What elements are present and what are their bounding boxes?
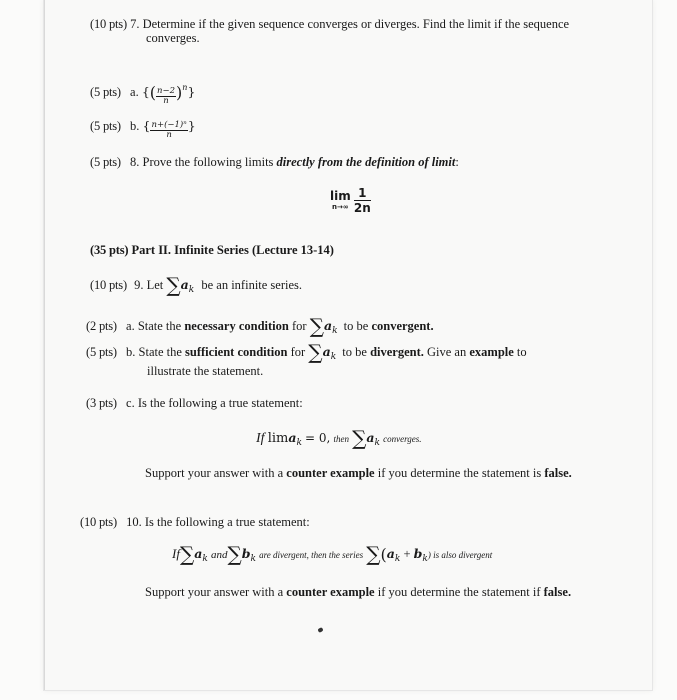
q7b-fraction (150, 121, 187, 140)
q8-lim-subscript: n→∞ (332, 203, 349, 211)
q9c-term2-sub: k (374, 438, 380, 448)
q9a-term-sub: k (332, 326, 338, 336)
q7-text-line2: converges. (146, 31, 200, 45)
q7b-label: b. (130, 119, 140, 133)
q9c-then: then (333, 434, 349, 444)
q8-line (90, 155, 459, 170)
q9b-tail: to (516, 345, 527, 359)
q9-points: (10 pts) (90, 278, 127, 292)
q10-if: If (172, 546, 180, 561)
q7b-denominator: n (166, 130, 172, 140)
q7a-label: a. (130, 85, 139, 99)
q10-sigma-a-icon: ∑ (179, 542, 195, 566)
q9b-give: Give an (427, 345, 467, 359)
q7-points: (10 pts) (90, 17, 127, 31)
q9c-support (145, 466, 572, 481)
q7a-numerator: n−2 (157, 86, 176, 96)
q10-sum-a-sub: k (394, 554, 401, 564)
q9c-sigma-icon: ∑ (352, 426, 367, 450)
q9c-if: If (256, 431, 265, 446)
q10-sum-b: b (413, 546, 423, 561)
q9a-term: a (323, 318, 333, 333)
q9c-term-sub: k (296, 438, 302, 448)
q7b-line (90, 118, 196, 140)
q9c-line (86, 396, 303, 411)
part2-title: Part II. Infinite Series (Lecture 13-14) (131, 243, 334, 257)
q7a-denominator: n (163, 96, 169, 106)
q10-term-b-sub: k (250, 554, 256, 564)
q9-prefix: 9. Let (134, 278, 164, 292)
q10-support (145, 585, 571, 600)
q7a-exponent: n (182, 83, 188, 92)
q9a-bold: necessary condition (184, 319, 289, 333)
q10-sigma-sum-icon: ∑ (366, 542, 381, 566)
part2-points: (35 pts) (90, 243, 129, 257)
q7-text-line1: Determine if the given sequence converges or diverges. Find the limit if the sequence (142, 17, 570, 31)
q9a-bold2: convergent. (371, 319, 434, 333)
q10-open-paren: ( (380, 545, 387, 564)
q10-term-b: b (241, 546, 251, 561)
q9c-support-mid: if you determine the statement is (377, 466, 542, 480)
q7a-points: (5 pts) (90, 85, 121, 99)
q9a-to: to be (343, 319, 369, 333)
q9b-to: to be (342, 345, 367, 359)
q10-support-mid: if you determine the statement if (377, 585, 541, 599)
q9-term: a (180, 277, 189, 292)
q7b-close-brace: } (187, 118, 196, 133)
q9a-sigma-icon: ∑ (309, 314, 324, 338)
q7a-open-brace: { (141, 84, 150, 99)
q8-lim-word: lim (330, 189, 351, 203)
q10-statement (172, 542, 493, 567)
q9b-prefix: b. State the (126, 345, 182, 359)
q9c-text: c. Is the following a true statement: (126, 396, 303, 410)
q10-term-a: a (194, 546, 203, 561)
q9b-term-sub: k (330, 352, 337, 362)
q9c-statement (256, 426, 422, 451)
q10-support-false: false. (543, 585, 572, 599)
q10-line (80, 515, 310, 530)
q10-text: 10. Is the following a true statement: (126, 515, 310, 529)
q10-mid: are divergent, then the series (259, 550, 364, 560)
q10-sigma-b-icon: ∑ (227, 542, 242, 566)
q7b-open-brace: { (142, 118, 151, 133)
q9b-bold2: divergent. (370, 345, 424, 359)
q10-plus: + (403, 547, 411, 561)
q9c-lim: lim (267, 431, 289, 446)
q10-sum-b-sub: k (422, 554, 428, 564)
q9a-line (86, 314, 434, 339)
q9-suffix: be an infinite series. (201, 278, 303, 292)
q10-support-prefix: Support your answer with a (145, 585, 284, 599)
q9b-example: example (469, 345, 514, 359)
q9c-term: a (288, 430, 297, 445)
q9b-line (86, 340, 527, 365)
q9a-for: for (291, 319, 307, 333)
q9c-term2: a (366, 430, 375, 445)
q9c-support-false: false. (544, 466, 572, 480)
q9b-term: a (322, 344, 331, 359)
q8-frac-denominator: 2n (353, 201, 371, 215)
q7a-fraction (156, 87, 176, 106)
q10-points: (10 pts) (80, 515, 117, 529)
q7-number: 7. (130, 17, 140, 31)
q9c-points: (3 pts) (86, 396, 117, 410)
q7b-numerator: n+(−1)ⁿ (151, 120, 187, 130)
q9b-sigma-icon: ∑ (308, 340, 323, 364)
q7a-line: (5 pts) a. {( $\frac{n-2}{n}$ )$^n$} (90, 83, 196, 106)
q9-sigma-icon: ∑ (166, 273, 181, 297)
q9b-line2: illustrate the statement. (147, 364, 264, 378)
q9c-converges: converges. (383, 434, 422, 444)
q8-frac-numerator: 1 (354, 186, 371, 201)
q9a-prefix: a. State the (126, 319, 182, 333)
q8-fraction (354, 186, 371, 215)
q8-points: (5 pts) (90, 155, 121, 169)
q9-line (90, 273, 303, 298)
q7a-close-brace: } (187, 84, 196, 99)
q10-sum-a: a (386, 546, 395, 561)
q9c-equals: = 0, (305, 431, 331, 445)
q9a-points: (2 pts) (86, 319, 117, 333)
q10-and: and (210, 549, 228, 561)
q7b-points: (5 pts) (90, 119, 121, 133)
q10-support-bold: counter example (286, 585, 375, 599)
q9b-for: for (290, 345, 306, 359)
q10-tail: ) is also divergent (427, 550, 493, 560)
q7-line1 (90, 17, 569, 32)
q10-term-a-sub: k (202, 554, 208, 564)
q8-text-suffix: : (455, 155, 459, 169)
page-edge (44, 0, 45, 690)
q8-text-emphasis: directly from the definition of limit (276, 155, 456, 169)
part2-heading (90, 243, 334, 258)
q8-text-prefix: 8. Prove the following limits (130, 155, 274, 169)
q9b-points: (5 pts) (86, 345, 117, 359)
q9-term-sub: k (188, 285, 195, 295)
q8-limit-expression (330, 186, 371, 215)
q8-limit (330, 190, 351, 211)
q9c-support-prefix: Support your answer with a (145, 466, 284, 480)
q9c-support-bold: counter example (286, 466, 375, 480)
q9b-bold: sufficient condition (185, 345, 288, 359)
